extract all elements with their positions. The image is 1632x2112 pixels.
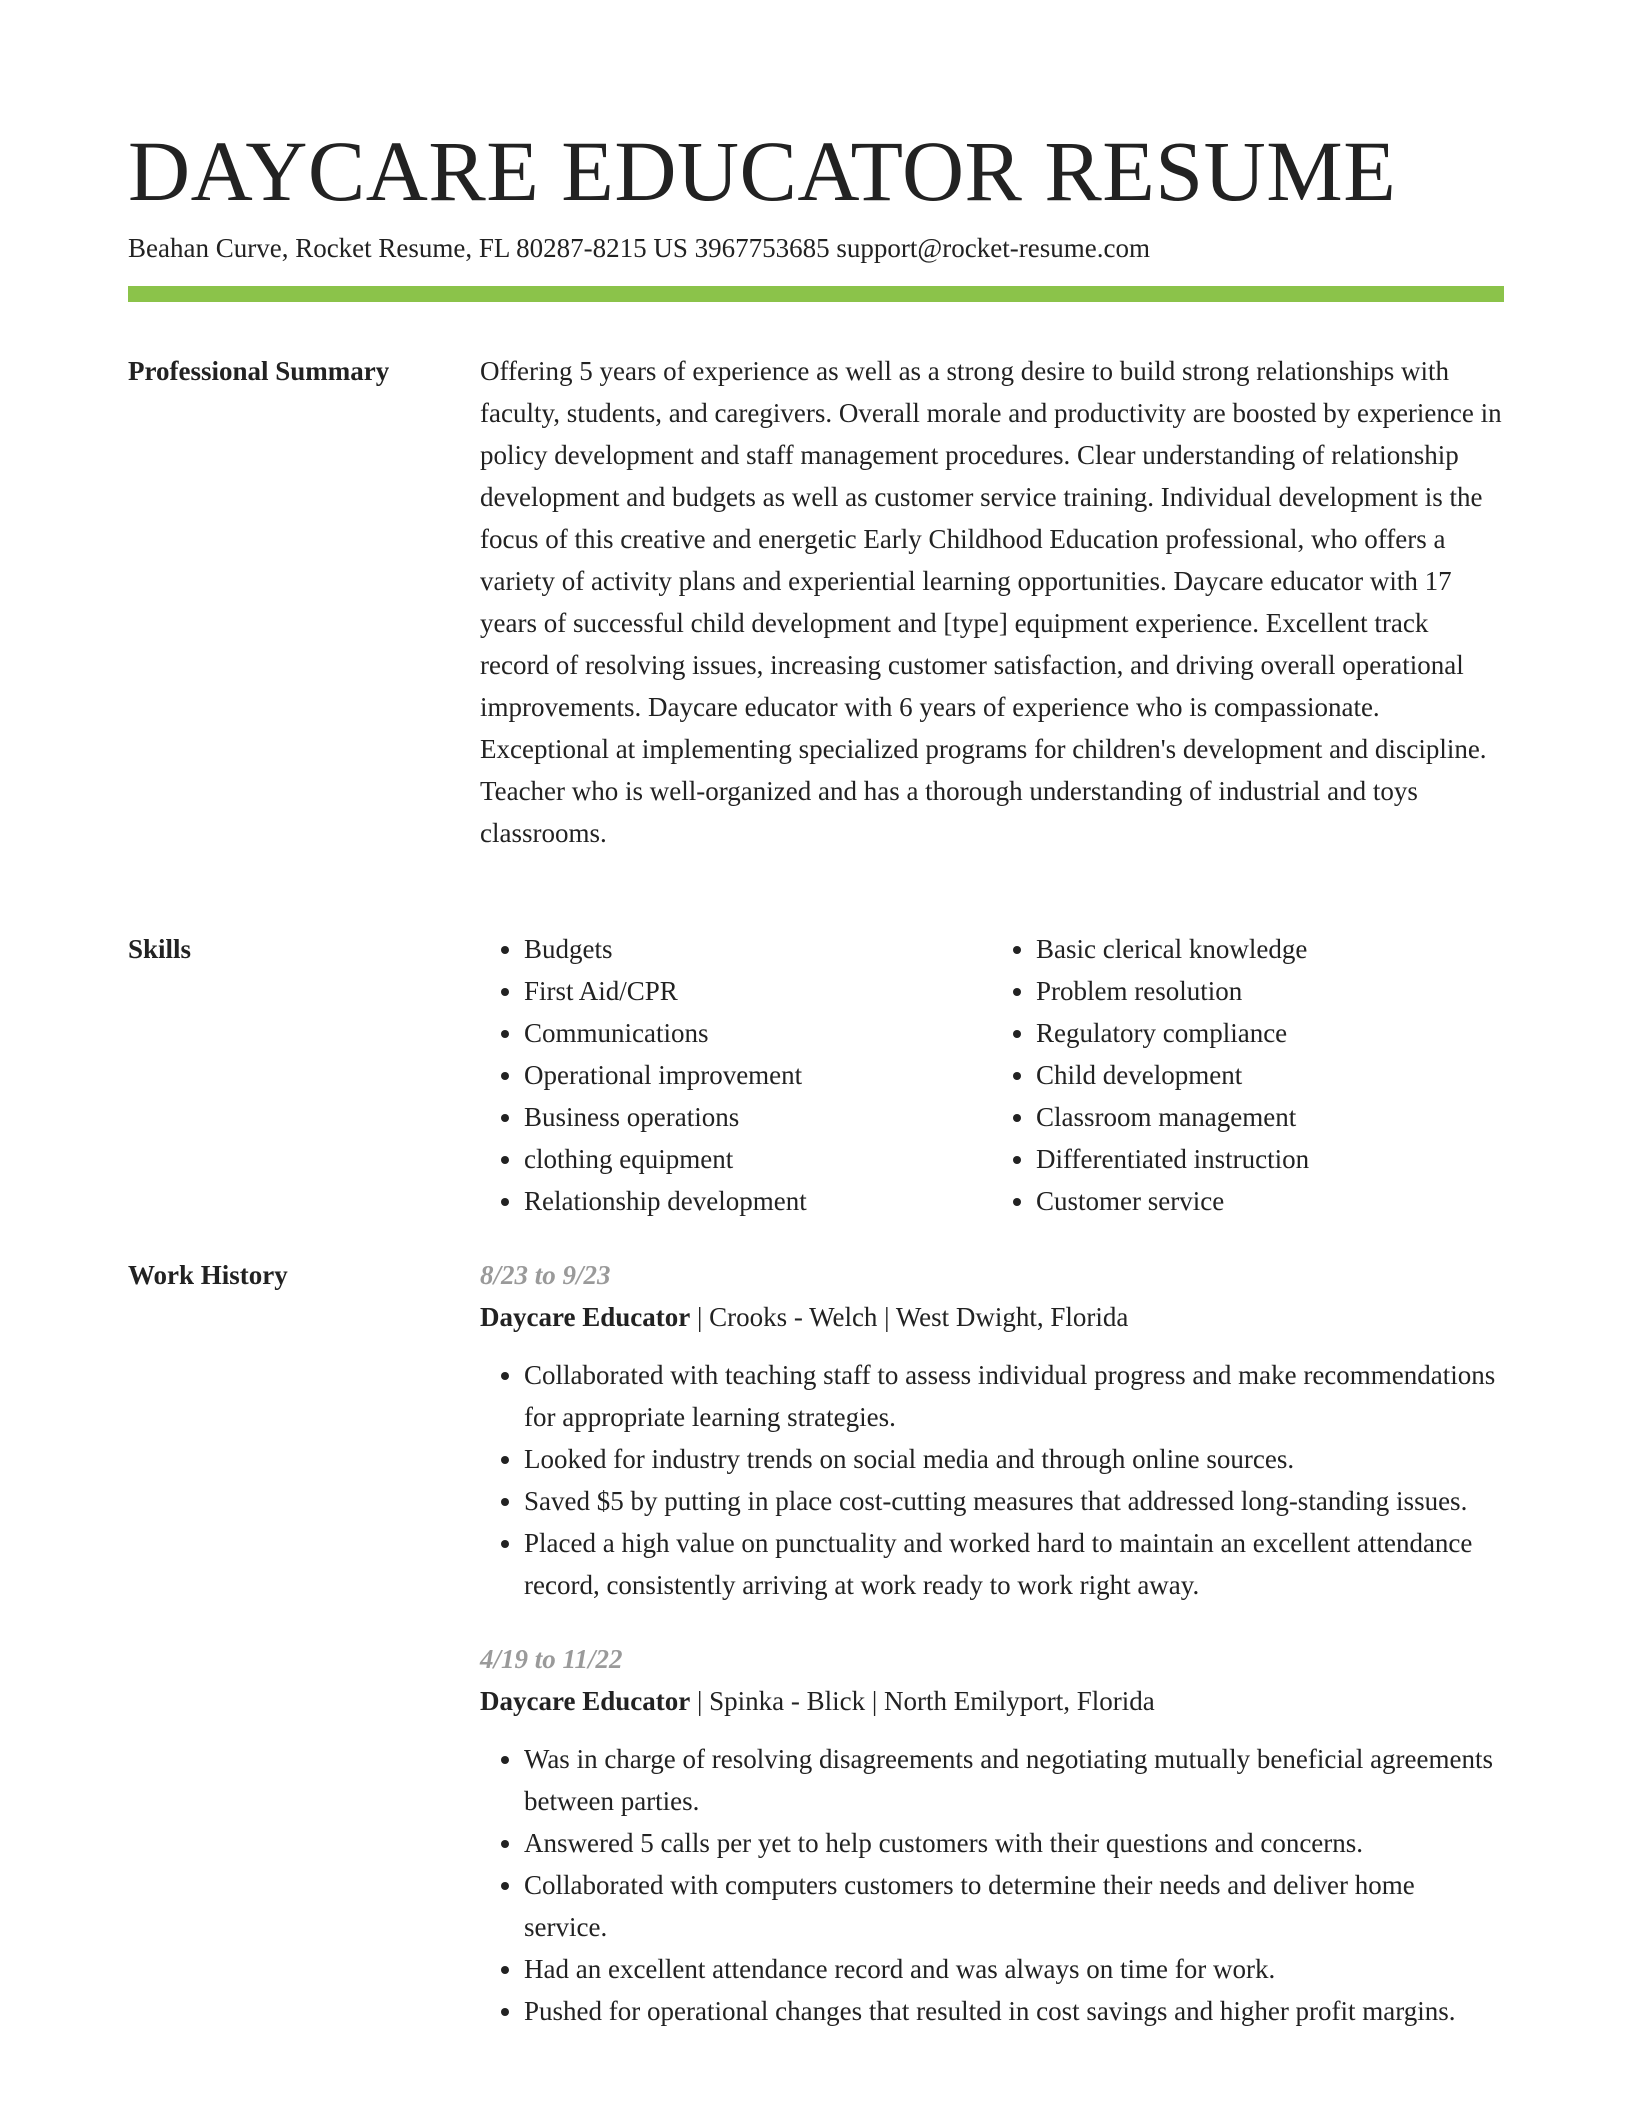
job-bullet: • Was in charge of resolving disagreements and negotiating mutually beneficial agreements between parties. [524,1738,1504,1822]
contact-line: Beahan Curve, Rocket Resume, FL 80287-8215 US 3967753685 support@rocket-resume.com [128,233,1150,263]
job-bullet: • Collaborated with computers customers to determine their needs and deliver home service. [524,1864,1504,1948]
job-bullet: • Looked for industry trends on social media and through online sources. [524,1438,1504,1480]
skill-item: • First Aid/CPR [524,970,992,1012]
skill-item: • Customer service [1036,1180,1504,1222]
job-dates: 8/23 to 9/23 [480,1260,611,1290]
summary-label: Professional Summary [128,356,390,386]
skill-item: • Budgets [524,928,992,970]
job-details: | Crooks - Welch | West Dwight, Florida [690,1302,1129,1332]
skill-item: • Regulatory compliance [1036,1012,1504,1054]
work-history-label: Work History [128,1260,288,1290]
skills-columns [480,928,1504,1222]
skill-item: • Business operations [524,1096,992,1138]
job-bullet: • Had an excellent attendance record and was always on time for work. [524,1948,1504,1990]
accent-divider [128,286,1504,302]
skill-item: • Problem resolution [1036,970,1504,1012]
skills-list-left [480,928,992,1222]
skill-item: • Differentiated instruction [1036,1138,1504,1180]
job-entry [480,1254,1504,1606]
resume-title: DAYCARE EDUCATOR RESUME [128,123,1397,219]
summary-body [480,350,1504,854]
skill-item: • Communications [524,1012,992,1054]
job-bullet: • Placed a high value on punctuality and worked hard to maintain an excellent attendance record, consistently arriving at work ready to work right away. [524,1522,1504,1606]
skill-item: • Basic clerical knowledge [1036,928,1504,970]
summary-text: Offering 5 years of experience as well as a strong desire to build strong relationships with faculty, students, and caregivers. Overall morale and productivity are boosted by experience in policy development and staff management procedures. Clear understanding of relationship development and budgets as well as customer service training. Individual development is the focus of this creative and energetic Early Childhood Education professional, who offers a variety of activity plans and experiential learning opportunities. Daycare educator with 17 years of successful child development and [type] equipment experience. Excellent track record of resolving issues, increasing customer satisfaction, and driving overall operational improvements. Daycare educator with 6 years of experience who is compassionate. Exceptional at implementing specialized programs for children's development and discipline. Teacher who is well-organized and has a thorough understanding of industrial and toys classrooms. [480,356,1502,848]
job-bullet: • Answered 5 calls per yet to help customers with their questions and concerns. [524,1822,1504,1864]
skills-list-right [992,928,1504,1222]
skill-item: • Child development [1036,1054,1504,1096]
skills-body [480,928,1504,1222]
job-dates: 4/19 to 11/22 [480,1644,623,1674]
skill-item: • clothing equipment [524,1138,992,1180]
job-details: | Spinka - Blick | North Emilyport, Florida [690,1686,1155,1716]
work-history-body [480,1254,1504,2064]
skill-item: • Relationship development [524,1180,992,1222]
skill-item: • Classroom management [1036,1096,1504,1138]
job-title: Daycare Educator [480,1686,691,1716]
job-bullet: • Pushed for operational changes that resulted in cost savings and higher profit margins. [524,1990,1504,2032]
job-bullet: • Collaborated with teaching staff to assess individual progress and make recommendations for appropriate learning strategies. [524,1354,1504,1438]
skill-item: • Operational improvement [524,1054,992,1096]
skills-label: Skills [128,934,192,964]
job-bullets [480,1354,1504,1606]
job-title: Daycare Educator [480,1302,691,1332]
job-bullets [480,1738,1504,2032]
job-bullet: • Saved $5 by putting in place cost-cutting measures that addressed long-standing issues. [524,1480,1504,1522]
job-header [480,1680,1504,1722]
job-entry [480,1638,1504,2032]
job-header [480,1296,1504,1338]
